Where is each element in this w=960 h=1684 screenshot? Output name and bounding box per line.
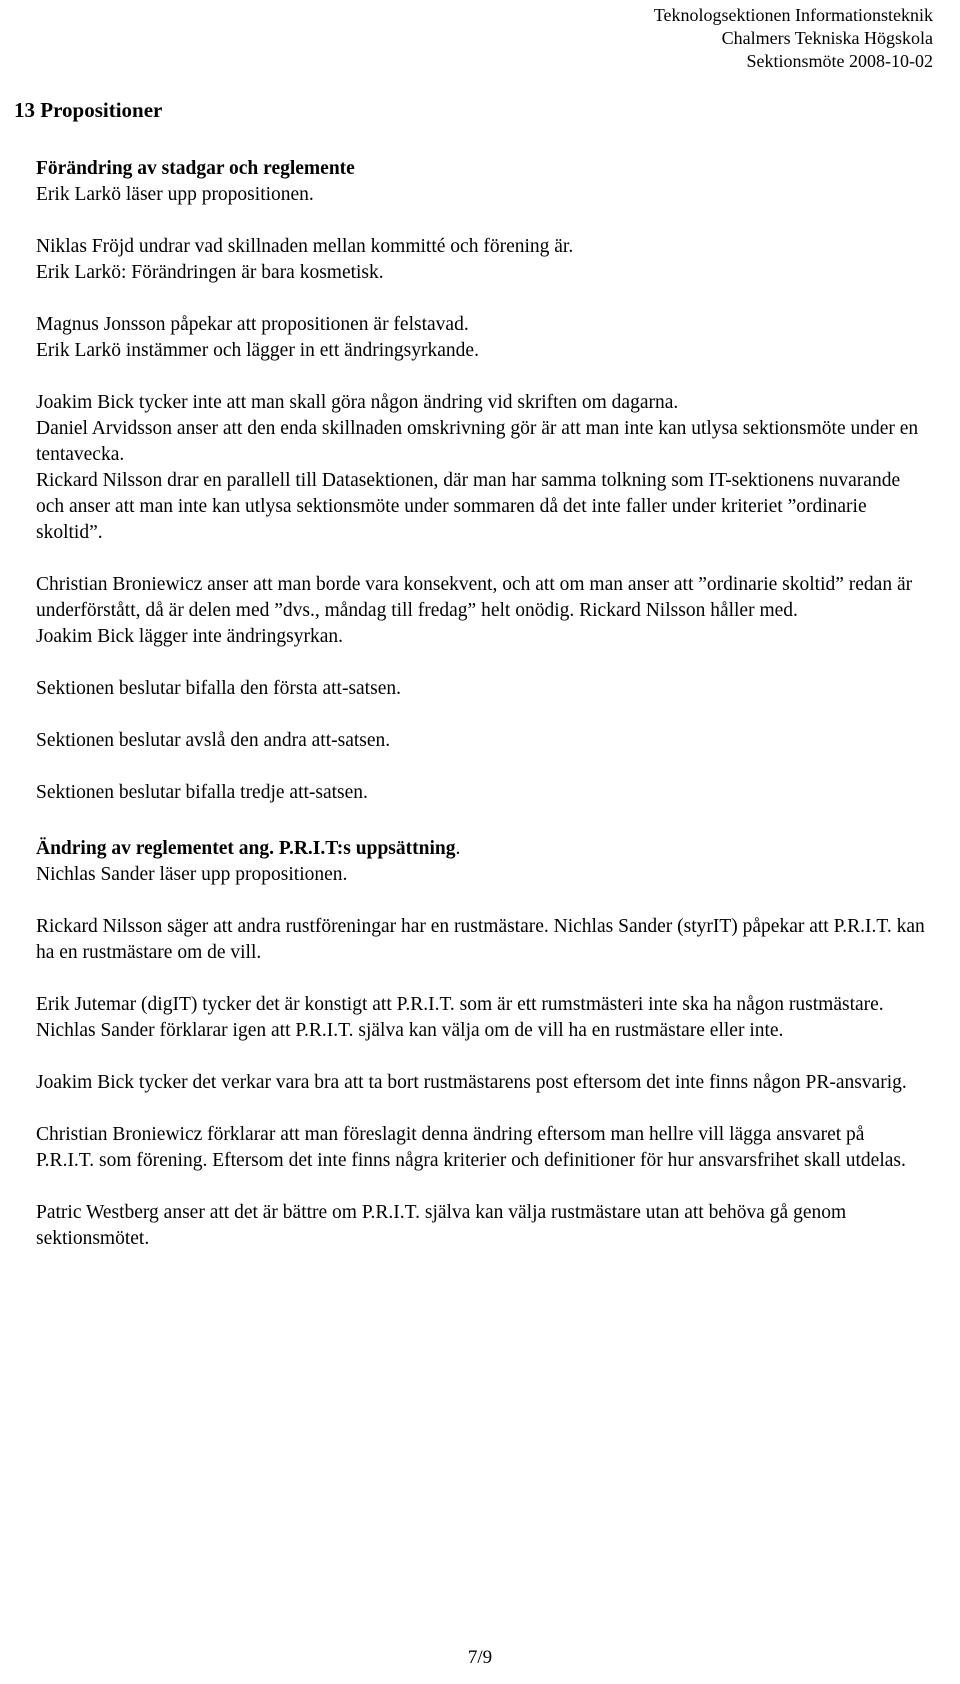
proposition-2 <box>36 836 926 1252</box>
paragraph: Joakim Bick tycker inte att man skall göra någon ändring vid skriften om dagarna. <box>36 392 679 413</box>
paragraph: Joakim Bick lägger inte ändringsyrkan. <box>36 626 344 647</box>
section-heading <box>14 94 926 126</box>
page-header <box>654 4 933 73</box>
paragraph: Erik Larkö läser upp propositionen. <box>36 184 314 205</box>
paragraph: Erik Jutemar (digIT) tycker det är konstigt att P.R.I.T. som är ett rumstmästeri inte ska ha någon rustmästare. Nichlas Sander förklarar igen att P.R.I.T. själva kan välja om de vill ha en rustmästare eller inte. <box>36 994 884 1041</box>
proposition-2-heading-text: Ändring av reglementet ang. P.R.I.T:s uppsättning <box>36 838 456 859</box>
paragraph: Rickard Nilsson säger att andra rustföreningar har en rustmästare. Nichlas Sander (styrIT) påpekar att P.R.I.T. kan ha en rustmästare om de vill. <box>36 916 925 963</box>
section-title: Propositioner <box>40 98 163 122</box>
header-meeting-date: Sektionsmöte 2008-10-02 <box>746 51 933 71</box>
decision: Sektionen beslutar bifalla tredje att-satsen. <box>36 782 368 803</box>
page-number: 7/9 <box>467 1647 493 1668</box>
decision: Sektionen beslutar bifalla den första att-satsen. <box>36 678 401 699</box>
header-university: Chalmers Tekniska Högskola <box>721 28 933 48</box>
proposition-1 <box>36 156 926 806</box>
paragraph: Joakim Bick tycker det verkar vara bra att ta bort rustmästarens post eftersom det inte finns någon PR-ansvarig. <box>36 1072 907 1093</box>
proposition-2-heading <box>36 836 926 862</box>
paragraph: Niklas Fröjd undrar vad skillnaden mellan kommitté och förening är. <box>36 236 574 257</box>
paragraph: Erik Larkö instämmer och lägger in ett ändringsyrkande. <box>36 340 479 361</box>
document-body <box>14 94 926 1252</box>
header-organization: Teknologsektionen Informationsteknik <box>653 5 933 25</box>
paragraph: Christian Broniewicz förklarar att man föreslagit denna ändring eftersom man hellre vill lägga ansvaret på P.R.I.T. som förening. Eftersom det inte finns några kriterier och definitioner för hur ansvarsfrihet skall utdelas. <box>36 1124 906 1171</box>
decision: Sektionen beslutar avslå den andra att-satsen. <box>36 730 391 751</box>
paragraph: Nichlas Sander läser upp propositionen. <box>36 864 348 885</box>
section-number: 13 <box>14 98 35 122</box>
proposition-1-heading: Förändring av stadgar och reglemente <box>36 158 355 179</box>
proposition-2-heading-suffix: . <box>455 838 461 859</box>
paragraph: Christian Broniewicz anser att man borde vara konsekvent, och att om man anser att ”ordinarie skoltid” redan är underförstått, då är delen med ”dvs., måndag till fredag” helt onödig. Rickard Nilsson håller med. <box>36 574 913 621</box>
paragraph: Rickard Nilsson drar en parallell till Datasektionen, där man har samma tolkning som IT-sektionens nuvarande och anser att man inte kan utlysa sektionsmöte under sommaren då det inte faller under kriteriet ”ordinarie skoltid”. <box>36 470 901 543</box>
paragraph: Erik Larkö: Förändringen är bara kosmetisk. <box>36 262 384 283</box>
paragraph: Patric Westberg anser att det är bättre om P.R.I.T. själva kan välja rustmästare utan att behöva gå genom sektionsmötet. <box>36 1202 847 1249</box>
paragraph: Magnus Jonsson påpekar att propositionen är felstavad. <box>36 314 469 335</box>
paragraph: Daniel Arvidsson anser att den enda skillnaden omskrivning gör är att man inte kan utlysa sektionsmöte under en tentavecka. <box>36 418 919 465</box>
